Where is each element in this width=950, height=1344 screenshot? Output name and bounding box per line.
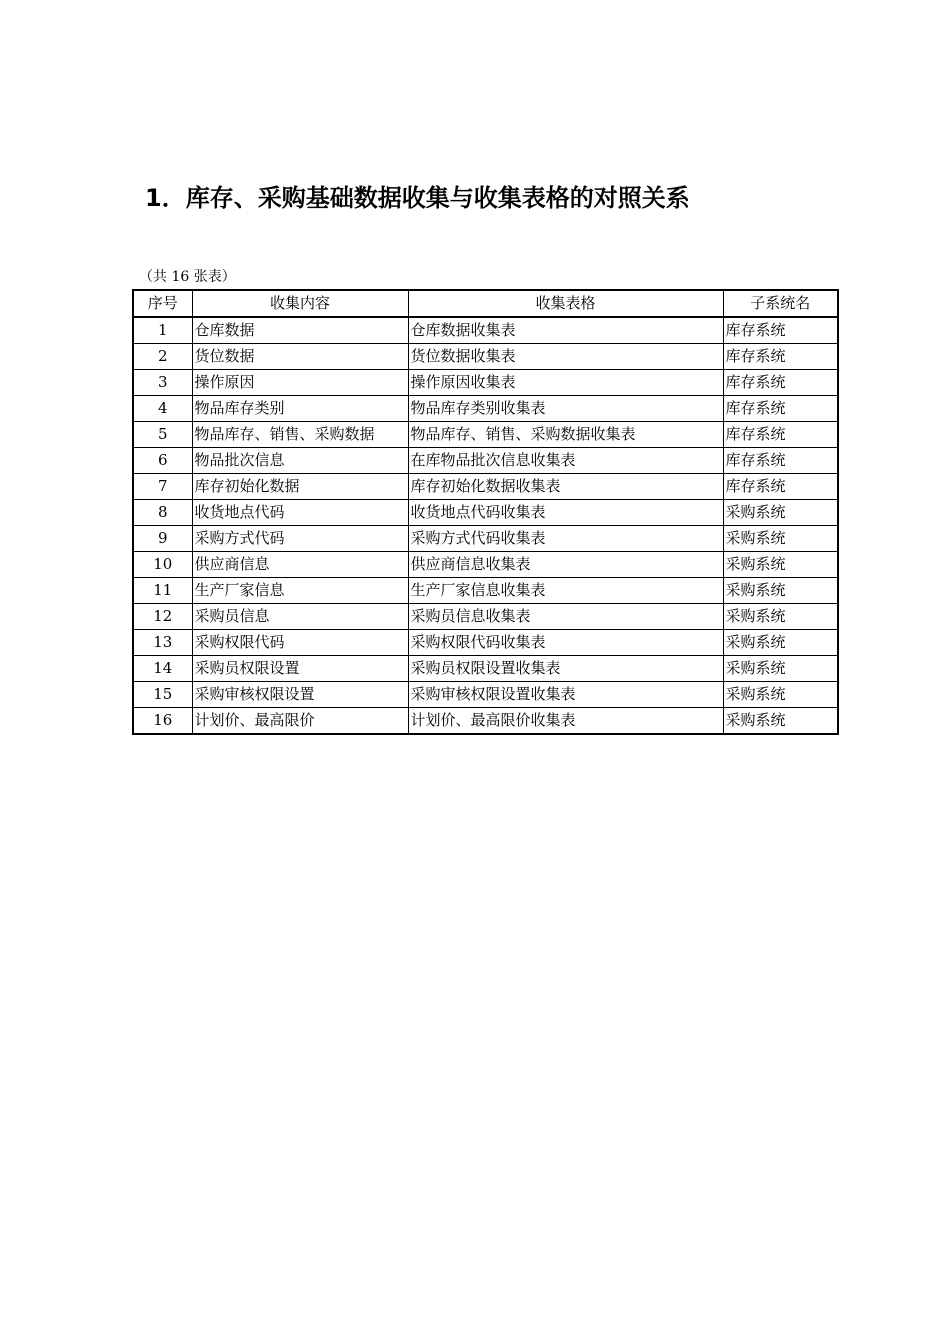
- cell-subsystem-name: 库存系统: [723, 344, 838, 370]
- collection-table: [132, 289, 839, 735]
- table-row: [133, 630, 838, 656]
- cell-subsystem-name: 库存系统: [723, 474, 838, 500]
- table-header-row: [133, 290, 838, 317]
- cell-collection-content: 计划价、最高限价: [192, 708, 408, 735]
- cell-collection-form: 采购员信息收集表: [408, 604, 723, 630]
- table-row: [133, 317, 838, 344]
- table-row: [133, 448, 838, 474]
- cell-serial-number: 1: [133, 317, 192, 344]
- cell-subsystem-name: 采购系统: [723, 604, 838, 630]
- cell-serial-number: 11: [133, 578, 192, 604]
- cell-collection-form: 物品库存、销售、采购数据收集表: [408, 422, 723, 448]
- cell-subsystem-name: 库存系统: [723, 370, 838, 396]
- cell-subsystem-name: 采购系统: [723, 630, 838, 656]
- cell-subsystem-name: 库存系统: [723, 396, 838, 422]
- cell-collection-form: 采购员权限设置收集表: [408, 656, 723, 682]
- cell-subsystem-name: 采购系统: [723, 708, 838, 735]
- cell-collection-form: 库存初始化数据收集表: [408, 474, 723, 500]
- table-row: [133, 526, 838, 552]
- cell-collection-content: 采购方式代码: [192, 526, 408, 552]
- cell-serial-number: 16: [133, 708, 192, 735]
- cell-serial-number: 13: [133, 630, 192, 656]
- cell-subsystem-name: 采购系统: [723, 656, 838, 682]
- cell-collection-content: 物品库存、销售、采购数据: [192, 422, 408, 448]
- cell-collection-content: 操作原因: [192, 370, 408, 396]
- cell-collection-form: 生产厂家信息收集表: [408, 578, 723, 604]
- cell-collection-form: 货位数据收集表: [408, 344, 723, 370]
- cell-serial-number: 9: [133, 526, 192, 552]
- cell-serial-number: 8: [133, 500, 192, 526]
- table-row: [133, 682, 838, 708]
- cell-collection-content: 采购审核权限设置: [192, 682, 408, 708]
- table-row: [133, 344, 838, 370]
- cell-subsystem-name: 库存系统: [723, 448, 838, 474]
- cell-collection-form: 在库物品批次信息收集表: [408, 448, 723, 474]
- table-row: [133, 552, 838, 578]
- cell-collection-content: 物品库存类别: [192, 396, 408, 422]
- table-row: [133, 370, 838, 396]
- cell-collection-form: 采购审核权限设置收集表: [408, 682, 723, 708]
- cell-serial-number: 14: [133, 656, 192, 682]
- cell-collection-content: 采购员信息: [192, 604, 408, 630]
- header-collection-form: 收集表格: [408, 290, 723, 317]
- table-row: [133, 422, 838, 448]
- cell-serial-number: 12: [133, 604, 192, 630]
- cell-serial-number: 6: [133, 448, 192, 474]
- table-row: [133, 604, 838, 630]
- table-row: [133, 396, 838, 422]
- cell-collection-content: 供应商信息: [192, 552, 408, 578]
- header-collection-content: 收集内容: [192, 290, 408, 317]
- cell-serial-number: 7: [133, 474, 192, 500]
- cell-serial-number: 2: [133, 344, 192, 370]
- header-serial-number: 序号: [133, 290, 192, 317]
- cell-collection-content: 物品批次信息: [192, 448, 408, 474]
- cell-collection-content: 生产厂家信息: [192, 578, 408, 604]
- cell-collection-content: 货位数据: [192, 344, 408, 370]
- cell-collection-content: 库存初始化数据: [192, 474, 408, 500]
- cell-collection-form: 操作原因收集表: [408, 370, 723, 396]
- table-count-note: （共 16 张表）: [139, 269, 236, 285]
- cell-serial-number: 4: [133, 396, 192, 422]
- table-row: [133, 578, 838, 604]
- cell-subsystem-name: 采购系统: [723, 682, 838, 708]
- cell-collection-content: 收货地点代码: [192, 500, 408, 526]
- cell-collection-content: 仓库数据: [192, 317, 408, 344]
- cell-serial-number: 15: [133, 682, 192, 708]
- cell-collection-form: 采购方式代码收集表: [408, 526, 723, 552]
- page-title: 1．库存、采购基础数据收集与收集表格的对照关系: [145, 184, 690, 212]
- cell-collection-form: 收货地点代码收集表: [408, 500, 723, 526]
- cell-collection-form: 采购权限代码收集表: [408, 630, 723, 656]
- cell-collection-form: 物品库存类别收集表: [408, 396, 723, 422]
- cell-subsystem-name: 库存系统: [723, 317, 838, 344]
- cell-serial-number: 3: [133, 370, 192, 396]
- cell-subsystem-name: 库存系统: [723, 422, 838, 448]
- cell-collection-form: 计划价、最高限价收集表: [408, 708, 723, 735]
- table-row: [133, 708, 838, 735]
- cell-subsystem-name: 采购系统: [723, 552, 838, 578]
- cell-serial-number: 5: [133, 422, 192, 448]
- cell-subsystem-name: 采购系统: [723, 500, 838, 526]
- cell-subsystem-name: 采购系统: [723, 526, 838, 552]
- cell-collection-content: 采购员权限设置: [192, 656, 408, 682]
- table-row: [133, 474, 838, 500]
- header-subsystem-name: 子系统名: [723, 290, 838, 317]
- cell-collection-form: 仓库数据收集表: [408, 317, 723, 344]
- cell-collection-content: 采购权限代码: [192, 630, 408, 656]
- table-row: [133, 500, 838, 526]
- table-row: [133, 656, 838, 682]
- cell-subsystem-name: 采购系统: [723, 578, 838, 604]
- cell-serial-number: 10: [133, 552, 192, 578]
- cell-collection-form: 供应商信息收集表: [408, 552, 723, 578]
